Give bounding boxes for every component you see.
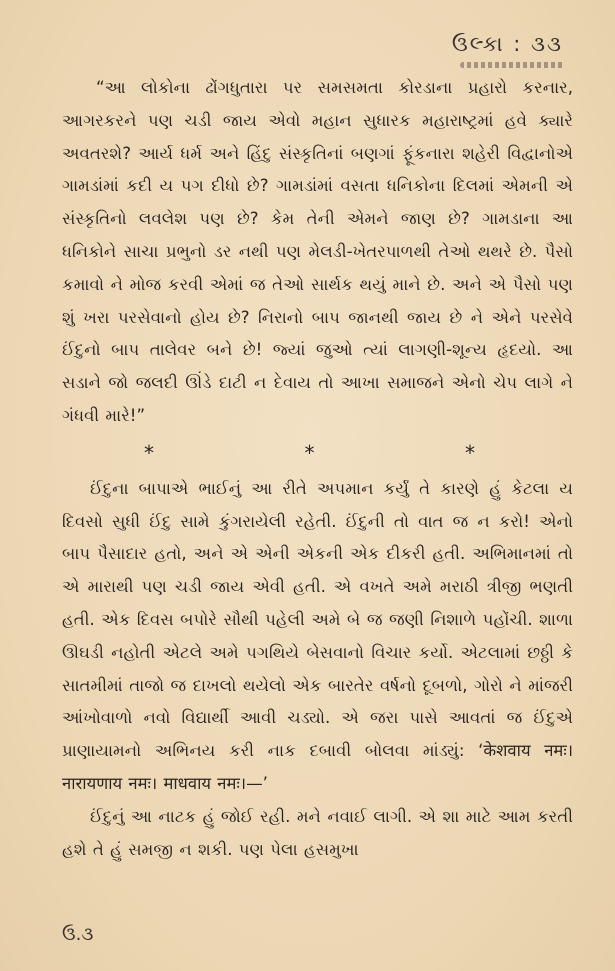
paragraph-narrative: ઈંદુના બાપાએ ભાઈનું આ રીતે અપમાન કર્યું તે કારણે હું કેટલા ય દિવસો સુધી ઈંદુ સામે કુંગરાયેલી રહેતી. ઈંદુની તો વાત જ ન કરો! એનો બાપ પૈસાદાર હતો, અને એ એની એકની એક દીકરી હતી. અભિમાનમાં તો એ મારાથી પણ ચડી જાય એવી હતી. એ વખતે અમે મરાઠી ત્રીજી ભણતી હતી. એક દિવસ બપોરે સૌથી પહેલી અમે બે જ જણી નિશાળે પહોંચી. શાળા ઊઘડી નહોતી એટલે અમે પગથિયે બેસવાનો વિચાર કર્યો. એટલામાં છઠ્ઠી કે સાતમીમાં તાજો જ દાખલો થયેલો એક બારતેર વર્ષનો દૂબળો, ગોરો ને માંજરી આંખોવાળો નવો વિદ્યાર્થી આવી ચડ્યો. એ જરા પાસે આવતાં જ ઈંદુએ પ્રાણાયામનો અભિનય કરી નાક દબાવી બોલવા માંડ્યું: ‘केशवाय नमः। नारायणाय नमः। माधवाय नमः।—’ <box>62 478 573 793</box>
paragraph-continued: ઈંદુનું આ નાટક હું જોઈ રહી. મને નવાઈ લાગી. એ શા માટે આમ કરતી હશે તે હું સમજી ન શકી. પણ પેલા હસમુખા <box>62 806 573 859</box>
body-text <box>62 72 573 866</box>
header-ornament-rule <box>460 62 565 68</box>
paragraph-quote: “આ લોકોના ઢોંગધુતારા પર સમસમતા કોરડાના પ્રહારો કરનાર, આગરકરને પણ ચડી જાય એવો મહાન સુધારક મહારાષ્ટ્રમાં હવે ક્યારે અવતરશે? આર્ય ધર્મ અને હિંદુ સંસ્કૃતિનાં બણગાં ફૂંકનારા શહેરી વિદ્વાનોએ ગામડાંમાં કદી ય પગ દીધો છે? ગામડાંમાં વસતા ધનિકોના દિલમાં એમની એ સંસ્કૃતિનો લવલેશ પણ છે? કેમ તેની એમને જાણ છે? ગામડાના આ ધનિકોને સાચા પ્રભુનો ડર નથી પણ મેલડી-ખેતરપાળથી તેઓ થથરે છે. પૈસો કમાવો ને મોજ કરવી એમાં જ તેઓ સાર્થક થયું માને છે. અને એ પૈસો પણ શું ખરા પરસેવાનો હોય છે? નિરાનો બાપ જાનથી જાય છે ને એને પરસેવે ઈંદુનો બાપ તાલેવર બને છે! જ્યાં જુઓ ત્યાં લાગણી-શૂન્ય હૃદયો. આ સડાને જો જલદી ઊંડે દાટી ન દેવાય તો આખા સમાજને એનો ચેપ લાગે ને ગંધવી મારે!” <box>62 78 573 425</box>
running-head: ઉલ્કા : ૩૩ <box>451 32 563 56</box>
separator-star: * <box>304 440 315 465</box>
separator-star: * <box>144 440 154 465</box>
folio-signature: ઉ.૩ <box>62 924 94 945</box>
section-separator <box>62 433 573 473</box>
separator-star: * <box>465 440 475 465</box>
